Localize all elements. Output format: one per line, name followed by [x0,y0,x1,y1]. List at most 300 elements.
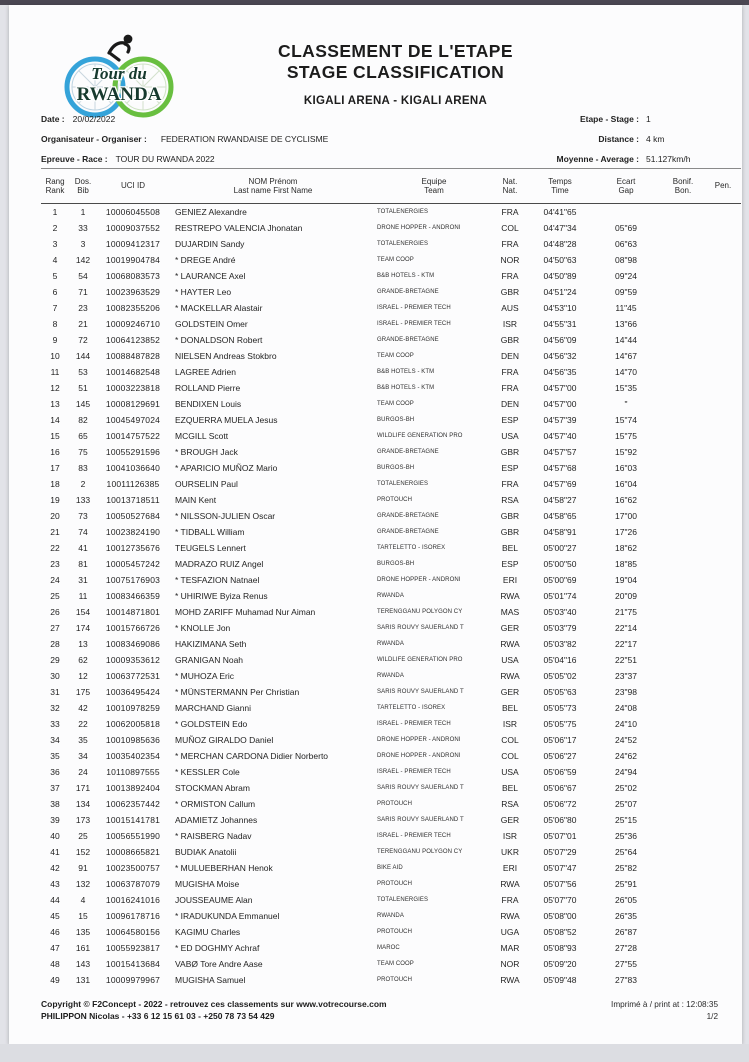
cell-team: SARIS ROUVY SAUERLAND T [377,817,464,823]
cell-bib: 72 [78,335,88,345]
cell-gap: 11"45 [615,303,637,313]
cell-name: STOCKMAN Abram [175,783,250,793]
cell-bib: 83 [78,463,88,473]
cell-uci: 10015766726 [105,623,161,633]
cell-time: 05'05"02 [543,671,577,681]
cell-gap: 25"91 [615,879,637,889]
cell-team: RWANDA [377,641,404,647]
cell-bib: 53 [78,367,88,377]
cell-pen [705,428,741,444]
cell-name: * BROUGH Jack [175,447,238,457]
cell-uci: 10063772531 [105,671,161,681]
table-row [41,460,741,476]
cyclist-icon [109,43,129,60]
table-row [41,972,741,988]
cell-bib: 33 [78,223,88,233]
cell-team: TOTALENERGIES [377,241,429,247]
header-pen: Pen. [714,181,732,191]
table-row [41,412,741,428]
cell-gap: 22"14 [615,623,637,633]
cell-gap: 15"74 [615,415,637,425]
cell-uci: 10014757522 [105,431,161,441]
header-bonif: Bonif. Bon. [672,176,694,195]
cell-pen [705,492,741,508]
cell-bonif [661,380,705,396]
cell-rank: 14 [50,415,60,425]
cell-gap: 15"75 [615,431,637,441]
cell-nat: GER [500,815,520,825]
cell-bonif [661,332,705,348]
cell-team: RWANDA [377,913,404,919]
table-row [41,844,741,860]
cell-time: 05'03"40 [543,607,577,617]
cell-team: PROTOUCH [377,881,413,887]
cell-pen [705,524,741,540]
cell-pen [705,364,741,380]
cell-gap: 26"87 [615,927,637,937]
table-row [41,732,741,748]
cell-pen [705,908,741,924]
cell-gap: 27"28 [615,943,637,953]
classification-table [41,168,741,988]
cell-pen [705,940,741,956]
stage-route: KIGALI ARENA - KIGALI ARENA [303,95,488,107]
cell-nat: GBR [500,447,520,457]
document-title-en: STAGE CLASSIFICATION [286,62,505,82]
cell-team: SARIS ROUVY SAUERLAND T [377,689,464,695]
average-label: Moyenne - Average : [556,154,639,164]
cell-team: SARIS ROUVY SAUERLAND T [377,785,464,791]
cell-rank: 29 [50,655,60,665]
cell-rank: 13 [50,399,60,409]
cell-team: TOTALENERGIES [377,897,429,903]
cell-nat: RWA [500,879,520,889]
footer-right [611,999,718,1022]
cell-rank: 48 [50,959,60,969]
cell-pen [705,876,741,892]
cell-gap: 13"66 [615,319,637,329]
cell-rank: 4 [52,255,58,265]
cell-bonif [661,204,705,220]
table-row [41,684,741,700]
cell-gap: 27"83 [615,975,637,985]
cell-bib: 34 [78,751,88,761]
cell-nat: GBR [500,527,520,537]
cell-bib: 134 [75,799,91,809]
cell-gap: 19"04 [615,575,637,585]
cell-bib: 91 [78,863,88,873]
cell-gap: " [624,399,628,409]
cell-time: 05'03"82 [543,639,577,649]
table-row [41,364,741,380]
cell-team: DRONE HOPPER - ANDRONI [377,737,461,743]
race-meta [41,109,720,169]
cell-time: 05'08"00 [543,911,577,921]
cell-nat: GER [500,687,520,697]
cell-bib: 73 [78,511,88,521]
cell-bib: 51 [78,383,88,393]
cell-gap: 14"70 [615,367,637,377]
cell-name: * ED DOGHMY Achraf [175,943,260,953]
header-uci: UCI ID [121,181,145,191]
cell-gap: 23"37 [615,671,637,681]
cell-nat: FRA [501,895,519,905]
cell-uci: 10014871801 [105,607,161,617]
cell-bonif [661,892,705,908]
cell-pen [705,636,741,652]
cell-gap: 24"94 [615,767,637,777]
cell-nat: COL [501,223,519,233]
cell-rank: 40 [50,831,60,841]
cell-name: * UHIRIWE Byiza Renus [175,591,268,601]
cell-gap: 25"64 [615,847,637,857]
cell-rank: 15 [50,431,60,441]
cell-time: 05'01"74 [543,591,577,601]
table-row [41,876,741,892]
cell-time: 05'00"50 [543,559,577,569]
stage-label: Etape - Stage : [579,114,639,124]
cell-rank: 42 [50,863,60,873]
cell-gap: 16"03 [615,463,637,473]
table-row [41,316,741,332]
cell-team: TEAM COOP [377,257,414,263]
cell-rank: 31 [50,687,60,697]
cell-pen [705,652,741,668]
cell-rank: 37 [50,783,60,793]
cell-bib: 152 [75,847,91,857]
table-header-row [41,168,741,204]
cell-name: * MULUEBERHAN Henok [175,863,273,873]
cell-bonif [661,812,705,828]
cell-rank: 23 [50,559,60,569]
cell-nat: FRA [501,271,519,281]
cell-bib: 24 [78,767,88,777]
cell-rank: 5 [52,271,58,281]
cell-bib: 2 [80,479,86,489]
cell-team: TERENGGANU POLYGON CY [377,609,463,615]
cell-pen [705,684,741,700]
table-row [41,604,741,620]
cell-team: WILDLIFE GENERATION PRO [377,657,463,663]
cell-team: TARTELETTO - ISOREX [377,545,446,551]
cell-time: 04'57"00 [543,399,577,409]
cell-team: PROTOUCH [377,497,413,503]
cell-bib: 161 [75,943,91,953]
cell-gap: 15"35 [615,383,637,393]
cell-team: ISRAEL - PREMIER TECH [377,321,451,327]
cell-time: 04'57"69 [543,479,577,489]
cell-team: GRANDE-BRETAGNE [377,337,439,343]
cell-pen [705,588,741,604]
cell-bib: 62 [78,655,88,665]
cell-name: * DONALDSON Robert [175,335,263,345]
cell-team: GRANDE-BRETAGNE [377,289,439,295]
cell-time: 05'06"80 [543,815,577,825]
table-row [41,572,741,588]
cell-pen [705,220,741,236]
cell-gap: 25"02 [615,783,637,793]
page-footer [41,999,718,1022]
cell-rank: 34 [50,735,60,745]
cell-team: GRANDE-BRETAGNE [377,529,439,535]
cell-nat: GBR [500,287,520,297]
cell-bonif [661,252,705,268]
cell-name: * APARICIO MUÑOZ Mario [175,463,278,473]
cell-uci: 10009246710 [105,319,161,329]
cell-team: BURGOS-BH [377,417,415,423]
cell-pen [705,572,741,588]
table-row [41,508,741,524]
cell-team: TOTALENERGIES [377,481,429,487]
cell-nat: RSA [501,495,519,505]
cell-bonif [661,220,705,236]
cell-rank: 24 [50,575,60,585]
cell-team: GRANDE-BRETAGNE [377,513,439,519]
table-row [41,396,741,412]
cell-bib: 145 [75,399,91,409]
cell-bonif [661,700,705,716]
cell-uci: 10056551990 [105,831,161,841]
cell-time: 04'56"09 [543,335,577,345]
meta-distance [556,129,720,149]
table-row [41,252,741,268]
cell-gap: 23"98 [615,687,637,697]
table-row [41,652,741,668]
cell-bib: 175 [75,687,91,697]
cell-gap: 25"07 [615,799,637,809]
cell-rank: 7 [52,303,58,313]
cell-nat: ERI [502,575,518,585]
cell-bib: 171 [75,783,91,793]
cell-time: 05'09"48 [543,975,577,985]
cell-team: TOTALENERGIES [377,209,429,215]
cell-uci: 10019904784 [105,255,161,265]
cell-bonif [661,396,705,412]
cell-bonif [661,716,705,732]
cell-pen [705,316,741,332]
cell-nat: FRA [501,479,519,489]
cell-rank: 33 [50,719,60,729]
cell-pen [705,812,741,828]
cell-uci: 10023963529 [105,287,161,297]
cell-time: 05'07"29 [543,847,577,857]
cell-rank: 20 [50,511,60,521]
cell-gap: 18"85 [615,559,637,569]
cell-gap: 24"62 [615,751,637,761]
cell-name: MUGISHA Moise [175,879,240,889]
cell-rank: 30 [50,671,60,681]
document-title-fr: CLASSEMENT DE L'ETAPE [278,41,513,61]
cell-name: * MACKELLAR Alastair [175,303,263,313]
cell-nat: RSA [501,799,519,809]
table-row [41,220,741,236]
table-row [41,556,741,572]
table-row [41,796,741,812]
table-row [41,956,741,972]
cell-nat: RWA [500,911,520,921]
cell-pen [705,668,741,684]
cell-nat: NOR [500,959,520,969]
cell-nat: RWA [500,591,520,601]
cell-rank: 47 [50,943,60,953]
cell-bib: 23 [78,303,88,313]
cell-gap [591,204,661,220]
cell-time: 04'41"65 [543,207,577,217]
cell-pen [705,508,741,524]
cell-name: * GOLDSTEIN Edo [175,719,248,729]
cell-name: VABØ Tore Andre Aase [175,959,263,969]
cell-team: DRONE HOPPER - ANDRONI [377,577,461,583]
cell-rank: 18 [50,479,60,489]
cell-nat: MAS [500,607,520,617]
footer-left [41,999,387,1022]
cell-bib: 41 [78,543,88,553]
cell-bib: 4 [80,895,86,905]
table-row [41,764,741,780]
cell-time: 05'05"63 [543,687,577,697]
cell-bonif [661,524,705,540]
cell-pen [705,844,741,860]
cell-gap: 17"00 [615,511,637,521]
cell-bonif [661,780,705,796]
cell-gap: 25"36 [615,831,637,841]
cell-bib: 82 [78,415,88,425]
cell-uci: 10088487828 [105,351,161,361]
cell-time: 04'50"89 [543,271,577,281]
cell-name: LAGREE Adrien [175,367,236,377]
cell-bonif [661,444,705,460]
cell-pen [705,716,741,732]
cell-time: 04'53"10 [543,303,577,313]
cell-bib: 142 [75,255,91,265]
cell-name: MARCHAND Gianni [175,703,252,713]
cell-gap: 20"09 [615,591,637,601]
cell-uci: 10045497024 [105,415,161,425]
cell-bonif [661,284,705,300]
cell-nat: FRA [501,383,519,393]
cell-bonif [661,860,705,876]
cell-rank: 3 [52,239,58,249]
cell-uci: 10010985636 [105,735,161,745]
cell-time: 04'51"24 [543,287,577,297]
cell-nat: BEL [501,783,519,793]
cell-time: 04'47"34 [543,223,577,233]
cell-name: DUJARDIN Sandy [175,239,245,249]
cell-time: 05'07"70 [543,895,577,905]
cell-pen [705,348,741,364]
cell-name: * DREGE André [175,255,236,265]
header-name: NOM Prénom Last name First Name [233,176,313,195]
cell-rank: 1 [52,207,58,217]
cell-uci: 10110897555 [106,767,160,777]
cell-uci: 10008129691 [105,399,161,409]
cell-time: 05'09"20 [543,959,577,969]
cell-team: B&B HOTELS - KTM [377,385,435,391]
cell-bib: 74 [78,527,88,537]
cell-name: MUGISHA Samuel [175,975,246,985]
cell-uci: 10008665821 [105,847,161,857]
cell-name: MUÑOZ GIRALDO Daniel [175,735,274,745]
cell-uci: 10096178716 [105,911,161,921]
cell-bib: 12 [78,671,88,681]
cell-uci: 10010978259 [105,703,161,713]
table-row [41,908,741,924]
cell-name: ROLLAND Pierre [175,383,241,393]
table-row [41,668,741,684]
cell-bonif [661,844,705,860]
cell-time: 05'08"93 [543,943,577,953]
cell-nat: FRA [501,207,519,217]
cell-gap: 25"15 [615,815,637,825]
cell-bib: 22 [78,719,88,729]
cell-bonif [661,636,705,652]
cell-name: RESTREPO VALENCIA Jhonatan [175,223,303,233]
cell-rank: 39 [50,815,60,825]
stage-value: 1 [646,114,651,124]
cell-time: 04'57"68 [543,463,577,473]
cell-bib: 35 [78,735,88,745]
cell-bonif [661,316,705,332]
cell-gap: 18"62 [615,543,637,553]
cell-pen [705,780,741,796]
cell-uci: 10011126385 [106,479,160,489]
cell-team: DRONE HOPPER - ANDRONI [377,225,461,231]
cell-pen [705,540,741,556]
table-row [41,444,741,460]
meta-race [41,149,328,169]
cell-uci: 10041036640 [105,463,161,473]
cell-rank: 26 [50,607,60,617]
cell-uci: 10014682548 [105,367,161,377]
cell-time: 05'08"52 [543,927,577,937]
cell-name: * TIDBALL William [175,527,245,537]
cell-name: * MERCHAN CARDONA Didier Norberto [175,751,329,761]
cell-bonif [661,652,705,668]
cell-uci: 10016241016 [105,895,161,905]
average-value: 51.127km/h [646,154,691,164]
cell-bib: 13 [78,639,88,649]
date-label: Date : [41,114,65,124]
cell-bonif [661,796,705,812]
table-row [41,268,741,284]
cell-gap: 27"55 [615,959,637,969]
cell-uci: 10055291596 [105,447,161,457]
cell-bonif [661,684,705,700]
cell-time: 04'58"91 [543,527,577,537]
meta-stage [556,109,720,129]
cell-name: MCGILL Scott [175,431,229,441]
cell-bib: 25 [78,831,88,841]
cell-pen [705,796,741,812]
cell-pen [705,460,741,476]
cell-uci: 10015413684 [105,959,161,969]
cell-time: 04'57"00 [543,383,577,393]
cell-team: PROTOUCH [377,977,413,983]
table-row [41,860,741,876]
cell-name: MAIN Kent [175,495,217,505]
cell-gap: 24"10 [615,719,637,729]
cell-pen [705,860,741,876]
cell-pen [705,204,741,220]
cell-nat: GBR [500,511,520,521]
cell-rank: 19 [50,495,60,505]
cell-gap: 16"04 [615,479,637,489]
cell-nat: FRA [501,367,519,377]
cell-time: 05'07"01 [543,831,577,841]
cell-nat: ESP [501,463,519,473]
table-row [41,284,741,300]
cell-pen [705,748,741,764]
